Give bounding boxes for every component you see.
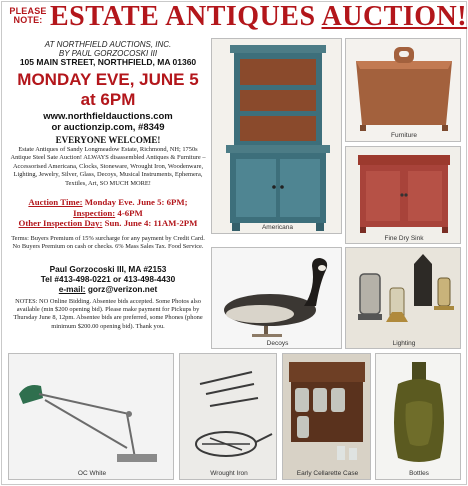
photo-oc-white	[8, 353, 174, 480]
caption-americana: Americana	[261, 224, 294, 231]
cupboard-image	[212, 39, 342, 234]
auction-date	[8, 70, 208, 110]
poster-header	[0, 0, 468, 36]
contact-block	[8, 264, 208, 294]
photo-decoys	[211, 247, 342, 349]
photo-wrought-iron	[179, 353, 277, 480]
photo-americana	[211, 38, 342, 234]
photo-bottles	[375, 353, 461, 480]
photo-lighting	[345, 247, 461, 349]
poster-title	[50, 1, 467, 33]
goose-decoy-image	[212, 248, 342, 349]
auction-time-value: Monday Eve. June 5: 6PM;	[82, 197, 188, 207]
caption-decoys: Decoys	[266, 340, 289, 347]
auction-time-label: Auction Time:	[28, 197, 83, 207]
cellarette-case-image	[283, 354, 371, 480]
contact-email-line	[8, 284, 208, 294]
address: 105 MAIN STREET, NORTHFIELD, MA 01360	[19, 57, 197, 67]
times-block	[8, 197, 208, 229]
caption-oc-white: OC White	[77, 470, 107, 477]
title-auction: AUCTION!	[321, 1, 468, 32]
caption-furniture: Furniture	[390, 132, 417, 139]
caption-wrought-iron: Wrought Iron	[210, 470, 248, 477]
auction-date-line-1: MONDAY EVE, JUNE 5	[17, 70, 199, 89]
website-info	[8, 111, 208, 133]
byline	[8, 40, 208, 58]
contact-email[interactable]: gorz@verizon.net	[85, 284, 158, 294]
contact-phone: Tel #413-498-0221 or 413-498-4430	[40, 274, 176, 284]
other-inspection-value: Sun. June 4: 11AM-2PM	[102, 218, 198, 229]
auction-date-line-2: at 6PM	[80, 90, 136, 109]
oc-white-lamp-image	[9, 354, 174, 480]
dry-sink-image	[346, 147, 461, 244]
photo-dry-sink	[345, 146, 461, 244]
description-text: Estate Antiques of Sandy Longmeadow Estate, Richmond, NH; 1750s Antique Steel Sate Auction! ALWAYS disassembled Antiques & Furniture – Accessorised Americana, Clocks, Stoneware, Wrought Iron, Woodenware, Lighting, Jewelry, Silver, Glass, Decoys, Musical Instruments, Ephemera, Textiles, Art, SO MUCH MORE!	[10, 146, 206, 187]
auction-time-line	[8, 197, 208, 208]
contact-name: Paul Gorzocoski III, MA #2153	[49, 264, 167, 274]
inspection-line	[8, 208, 208, 219]
auctionzip-link[interactable]: or auctionzip.com, #8349	[51, 122, 165, 133]
lanterns-image	[346, 248, 461, 349]
wrought-iron-image	[180, 354, 277, 480]
inspection-value: 4-6PM	[115, 207, 143, 218]
caption-bottles: Bottles	[409, 470, 429, 477]
flask-bottle-image	[376, 354, 461, 480]
inspection-label: Inspection:	[73, 207, 116, 218]
terms-text: Terms: Buyers Premium of 15% surcharge for any payment by Credit Card. No Buyers Premium on cash or checks. 6% Mass Sales Tax. Food Service.	[11, 235, 205, 250]
other-inspection-label: Other Inspection Day:	[18, 218, 103, 229]
wooden-box-image	[346, 39, 461, 142]
contact-email-label: e-mail:	[58, 284, 86, 294]
title-estate-antiques: ESTATE ANTIQUES	[50, 1, 322, 32]
website-link[interactable]: www.northfieldauctions.com	[43, 111, 173, 122]
please-note-label: PLEASE NOTE:	[9, 6, 47, 25]
notes-text: NOTES: NO Online Bidding. Absentee bids accepted. Some Photos also available (min $200 opening bid). Please make payment for Pickups by Thursday June 8, 12pm. Absentee bids are preferred, some Phones (phone minimum $200.00 opening bid). Thank you.	[13, 298, 203, 330]
other-inspection-line	[8, 218, 208, 229]
byline-line-2: BY PAUL GORZOCOSKI III	[58, 49, 158, 58]
caption-dry-sink: Fine Dry Sink	[384, 235, 424, 242]
byline-line-1: AT NORTHFIELD AUCTIONS, INC.	[44, 40, 172, 49]
welcome-heading: EVERYONE WELCOME!	[55, 135, 161, 145]
photo-furniture	[345, 38, 461, 142]
caption-cellarette: Early Cellarette Case	[296, 470, 359, 477]
caption-lighting: Lighting	[392, 340, 416, 347]
photo-cellarette	[282, 353, 371, 480]
